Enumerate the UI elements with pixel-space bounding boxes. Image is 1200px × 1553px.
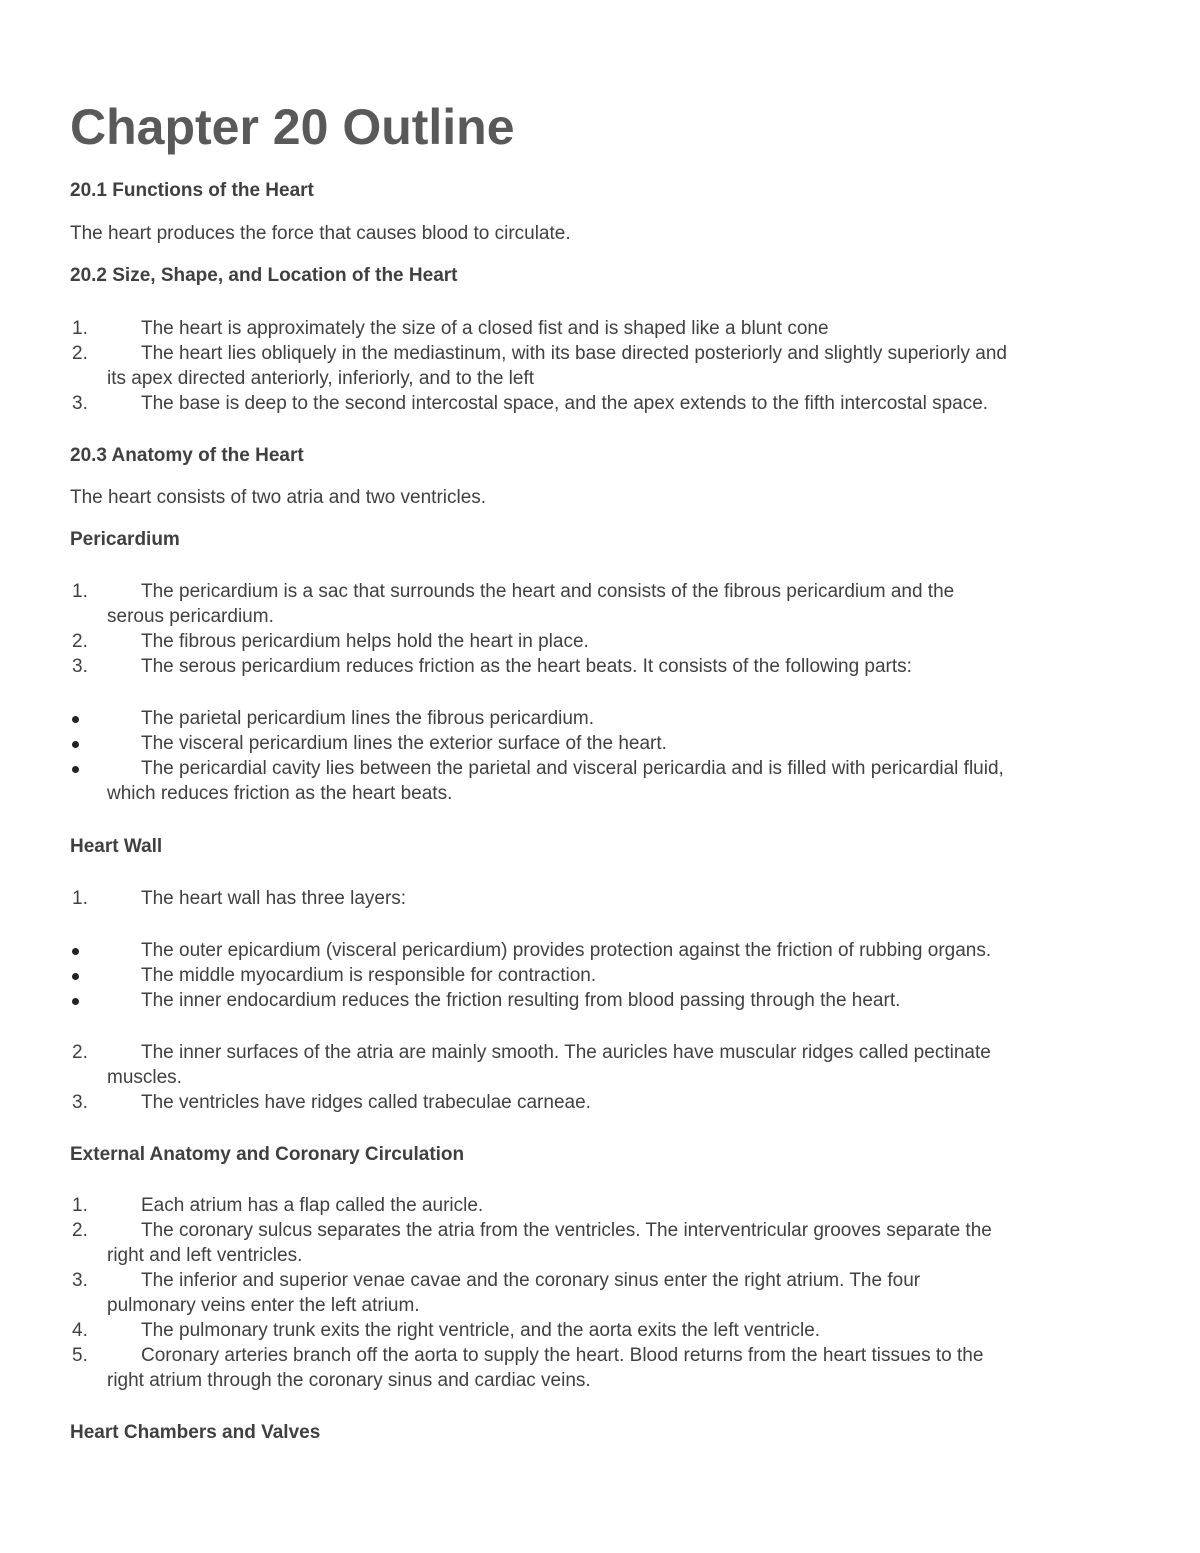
list-number: 1. — [72, 318, 88, 339]
bullet-dot — [72, 741, 79, 748]
list-number: 4. — [72, 1320, 88, 1341]
section-heading-20-1: 20.1 Functions of the Heart — [70, 180, 314, 201]
section-heading-20-2: 20.2 Size, Shape, and Location of the Heart — [70, 265, 458, 286]
list-number: 3. — [72, 1092, 88, 1113]
subsection-heading-pericardium: Pericardium — [70, 529, 180, 550]
subsection-heading-heart-wall: Heart Wall — [70, 836, 163, 857]
list-number: 2. — [72, 631, 88, 652]
list-number: 3. — [72, 1270, 88, 1291]
bullet-item-text: The outer epicardium (visceral pericardium) provides protection against the friction of rubbing organs. — [141, 940, 992, 961]
list-item-text: The pericardium is a sac that surrounds the heart and consists of the fibrous pericardium and the — [141, 581, 955, 602]
list-number: 2. — [72, 1042, 88, 1063]
list-item-text: The coronary sulcus separates the atria from the ventricles. The interventricular grooves separate the — [141, 1220, 992, 1241]
list-item-text: The pulmonary trunk exits the right ventricle, and the aorta exits the left ventricle. — [141, 1320, 821, 1341]
section-paragraph-20-1: The heart produces the force that causes blood to circulate. — [70, 223, 571, 244]
list-number: 1. — [72, 888, 88, 909]
section-heading-20-3: 20.3 Anatomy of the Heart — [70, 445, 304, 466]
bullet-dot — [72, 948, 79, 955]
list-number: 5. — [72, 1345, 88, 1366]
list-number: 2. — [72, 343, 88, 364]
list-item-text-continued: muscles. — [107, 1067, 182, 1088]
list-item-text-continued: pulmonary veins enter the left atrium. — [107, 1295, 420, 1316]
bullet-item-text: The visceral pericardium lines the exterior surface of the heart. — [141, 733, 667, 754]
list-item-text: The serous pericardium reduces friction as the heart beats. It consists of the following parts: — [141, 656, 912, 677]
list-item-text-continued: serous pericardium. — [107, 606, 274, 627]
section-paragraph-20-3: The heart consists of two atria and two ventricles. — [70, 487, 487, 508]
list-item-text-continued: its apex directed anteriorly, inferiorly, and to the left — [107, 368, 535, 389]
list-item-text: Each atrium has a flap called the auricle. — [141, 1195, 484, 1216]
bullet-dot — [72, 716, 79, 723]
bullet-item-text: The inner endocardium reduces the friction resulting from blood passing through the heart. — [141, 990, 901, 1011]
list-item-text-continued: right atrium through the coronary sinus and cardiac veins. — [107, 1370, 591, 1391]
bullet-dot — [72, 766, 79, 773]
list-item-text-continued: right and left ventricles. — [107, 1245, 303, 1266]
subsection-heading-external-anatomy: External Anatomy and Coronary Circulation — [70, 1144, 465, 1165]
list-item-text: The inferior and superior venae cavae and the coronary sinus enter the right atrium. The four — [141, 1270, 921, 1291]
bullet-item-text: The pericardial cavity lies between the parietal and visceral pericardia and is filled with pericardial fluid, — [141, 758, 1004, 779]
bullet-item-text: The middle myocardium is responsible for contraction. — [141, 965, 597, 986]
page-title: Chapter 20 Outline — [70, 99, 515, 155]
subsection-heading-chambers-valves: Heart Chambers and Valves — [70, 1422, 321, 1443]
list-item-text: The inner surfaces of the atria are mainly smooth. The auricles have muscular ridges called pectinate — [141, 1042, 991, 1063]
list-item-text: Coronary arteries branch off the aorta to supply the heart. Blood returns from the heart tissues to the — [141, 1345, 984, 1366]
bullet-item-text: The parietal pericardium lines the fibrous pericardium. — [141, 708, 595, 729]
list-number: 3. — [72, 656, 88, 677]
list-item-text: The heart is approximately the size of a closed fist and is shaped like a blunt cone — [141, 318, 829, 339]
list-number: 3. — [72, 393, 88, 414]
list-item-text: The ventricles have ridges called trabeculae carneae. — [141, 1092, 591, 1113]
list-item-text: The fibrous pericardium helps hold the heart in place. — [141, 631, 589, 652]
list-item-text: The heart wall has three layers: — [141, 888, 407, 909]
bullet-item-text-continued: which reduces friction as the heart beats. — [107, 783, 453, 804]
list-number: 1. — [72, 581, 88, 602]
list-number: 1. — [72, 1195, 88, 1216]
bullet-dot — [72, 998, 79, 1005]
list-number: 2. — [72, 1220, 88, 1241]
list-item-text: The heart lies obliquely in the mediastinum, with its base directed posteriorly and slightly superiorly and — [141, 343, 1007, 364]
list-item-text: The base is deep to the second intercostal space, and the apex extends to the fifth intercostal space. — [141, 393, 989, 414]
bullet-dot — [72, 973, 79, 980]
